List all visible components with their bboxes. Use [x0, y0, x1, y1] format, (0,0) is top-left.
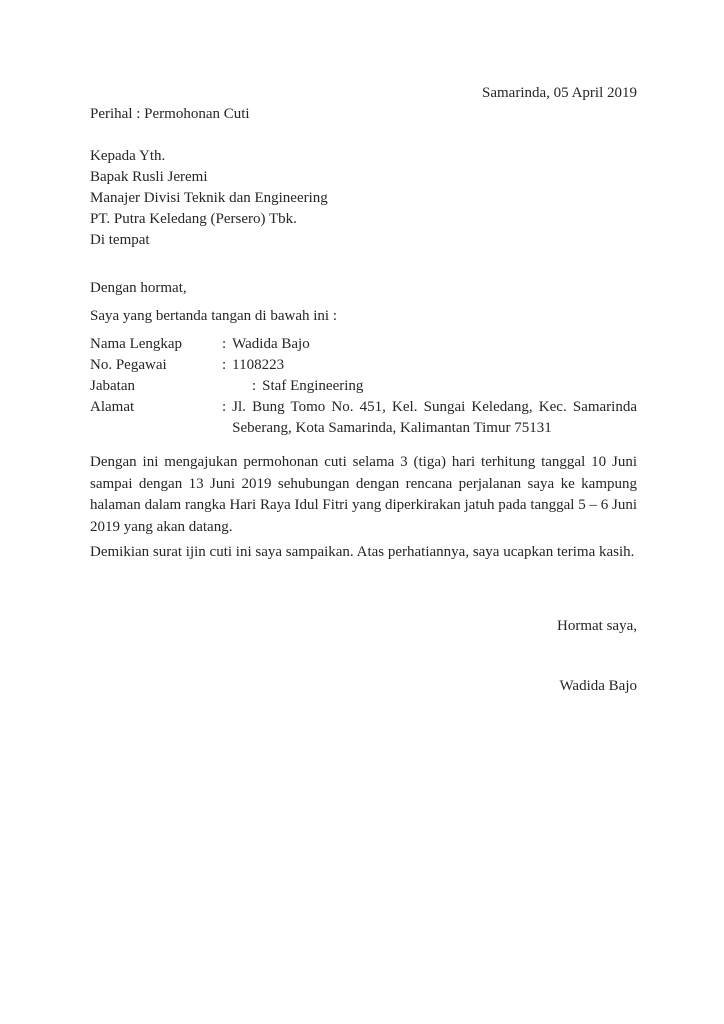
recipient-line-salutation: Kepada Yth. [90, 148, 166, 164]
recipient-line-name: Bapak Rusli Jeremi [90, 169, 208, 185]
recipient-line-place: Di tempat [90, 232, 150, 248]
body-paragraph-closing: Demikian surat ijin cuti ini saya sampaikan. Atas perhatiannya, saya ucapkan terima kasih. [90, 543, 635, 560]
detail-value-wrap [222, 334, 637, 355]
intro-line: Saya yang bertanda tangan di bawah ini : [90, 308, 338, 324]
detail-value-wrap [222, 376, 637, 397]
detail-value: 1108223 [232, 357, 285, 373]
detail-value: Wadida Bajo [232, 336, 310, 352]
detail-value: Jl. Bung Tomo No. 451, Kel. Sungai Keledang, Kec. Samarinda Seberang, Kota Samarinda, Kalimantan Timur 75131 [232, 399, 637, 436]
detail-row-nama-lengkap [90, 334, 637, 355]
detail-separator: : [222, 357, 227, 373]
recipient-block [90, 146, 637, 251]
closing-signatory: Wadida Bajo [559, 677, 637, 694]
closing-salutation: Hormat saya, [557, 617, 637, 634]
details-table [90, 334, 637, 439]
detail-row-alamat [90, 397, 637, 439]
detail-label: Nama Lengkap [90, 336, 183, 352]
detail-label: No. Pegawai [90, 357, 167, 373]
detail-label: Jabatan [90, 378, 135, 394]
letter-subject: Perihal : Permohonan Cuti [90, 106, 250, 122]
detail-value-wrap [222, 355, 637, 376]
detail-value-wrap [222, 397, 637, 439]
detail-separator: : [222, 399, 227, 415]
detail-value: Staf Engineering [262, 378, 364, 394]
opening-salutation: Dengan hormat, [90, 280, 187, 296]
letter-date: Samarinda, 05 April 2019 [482, 85, 637, 101]
detail-separator: : [222, 336, 227, 352]
recipient-line-title: Manajer Divisi Teknik dan Engineering [90, 190, 328, 206]
body-paragraph-request: Dengan ini mengajukan permohonan cuti selama 3 (tiga) hari terhitung tanggal 10 Juni sampai dengan 13 Juni 2019 sehubungan dengan rencana perjalanan saya ke kampung halaman dalam rangka Hari Raya Idul Fitri yang diperkirakan jatuh pada tanggal 5 – 6 Juni 2019 yang akan datang. [90, 454, 637, 536]
closing-block [90, 616, 637, 697]
detail-separator: : [252, 378, 257, 394]
detail-row-no-pegawai [90, 355, 637, 376]
recipient-line-company: PT. Putra Keledang (Persero) Tbk. [90, 211, 297, 227]
detail-row-jabatan [90, 376, 637, 397]
detail-label: Alamat [90, 399, 135, 415]
